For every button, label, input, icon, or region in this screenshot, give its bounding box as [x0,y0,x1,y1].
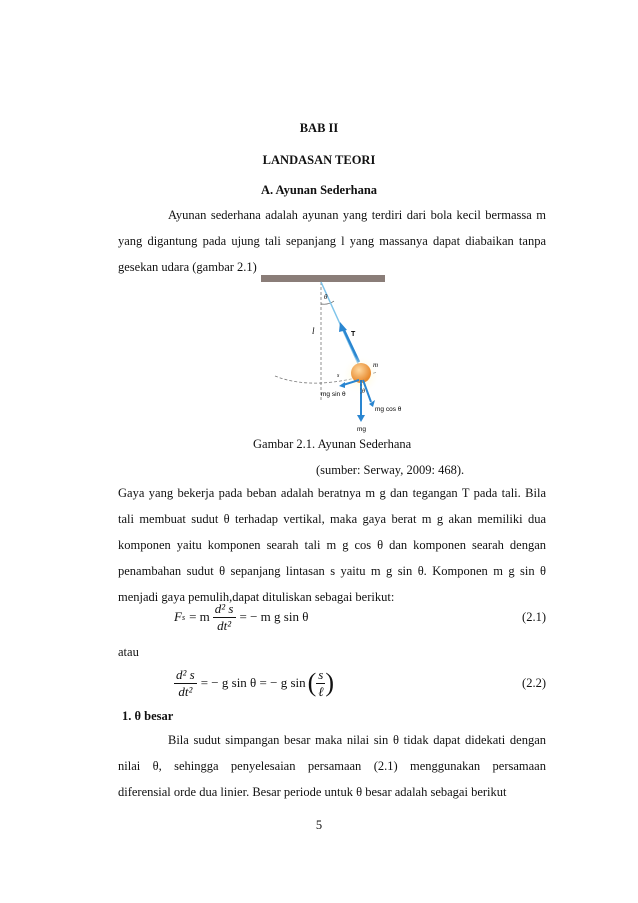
body-line-5: menjadi gaya pemulih,dapat dituliskan sebagai berikut: [118,590,395,604]
intro-paragraph [118,202,546,280]
tension-arrowhead [339,322,347,332]
equation-2-2 [174,663,334,703]
tension-label: T [351,331,356,338]
eq1-fraction [213,601,236,634]
eq1-denominator: dt² [217,617,232,633]
eq2-denominator: dt² [178,683,193,699]
equation-number-2-1: (2.1) [522,610,546,624]
para2-line-3: diferensial orde dua linier. Besar periode untuk θ besar adalah sebagai berikut [118,785,507,799]
paragraph-2 [118,727,546,805]
eq2-rhs: = − g sin θ = − g sin [200,675,306,690]
figure-source: (sumber: Serway, 2009: 468). [316,463,465,477]
length-label: l [312,326,315,336]
angle-arc [321,301,334,304]
para2-line-1: Bila sudut simpangan besar maka nilai sin θ tidak dapat didekati dengan [168,733,546,747]
subsection-title: 1. θ besar [122,709,174,723]
eq1-lhs: F [174,609,182,624]
eq2-numerator: d² s [176,666,195,682]
section-title: A. Ayunan Sederhana [260,183,378,197]
eq2-inner-denominator: ℓ [318,683,324,699]
equation-2-1 [174,597,308,637]
pendulum-diagram [255,272,402,433]
intro-line-2: yang digantung pada ujung tali sepanjang l yang massanya dapat diabaikan tanpa [118,234,546,248]
chapter-title: LANDASAN TEORI [262,153,376,167]
intro-line-1: Ayunan sederhana adalah ayunan yang terdiri dari bola kecil bermassa m [168,208,546,222]
intro-line-3: gesekan udara (gambar 2.1) [118,260,257,274]
chapter-label: BAB II [299,121,339,135]
arc-length-label: s [337,373,340,379]
eq2-left-paren: ( [307,668,317,697]
eq1-rhs: = − m g sin θ [239,609,309,624]
body-paragraph [118,480,546,610]
body-line-1: Gaya yang bekerja pada beban adalah beratnya m g dan tegangan T pada tali. Bila [118,486,546,500]
eq1-numerator: d² s [214,600,234,616]
mg-sin-label: mg sin θ [321,391,346,398]
eq2-fraction [174,667,197,700]
mg-cos-label: mg cos θ [375,406,402,413]
mg-arrowhead [357,415,365,422]
mass-label: m [373,361,379,369]
body-line-2: tali membuat sudut θ terhadap vertikal, maka gaya berat m g akan memiliki dua [118,512,546,526]
equation-number-2-2: (2.2) [522,676,546,690]
mg-label: mg [357,426,367,433]
theta-lower-label: θ [362,389,365,395]
ceiling [261,275,385,282]
atau-label: atau [118,645,139,659]
eq2-inner-numerator: s [318,666,324,682]
figure-caption: Gambar 2.1. Ayunan Sederhana [253,437,412,451]
body-line-4: penambahan sudut θ sepanjang lintasan s yaitu m g sin θ. Komponen m g sin θ [118,564,546,578]
theta-label: θ [324,293,328,301]
page-number: 5 [315,818,323,832]
pendulum-figure [255,272,402,433]
eq2-inner-fraction [316,667,325,700]
eq1-equals: = m [189,609,210,624]
mg-sin-arrowhead [339,382,345,388]
para2-line-2: nilai θ, sehingga penyelesaian persamaan (2.1) menggunakan persamaan [118,759,546,773]
eq1-sub: s [181,612,186,622]
body-line-3: komponen yaitu komponen searah tali m g cos θ dan komponen searah dengan [118,538,546,552]
eq2-right-paren: ) [325,668,335,697]
